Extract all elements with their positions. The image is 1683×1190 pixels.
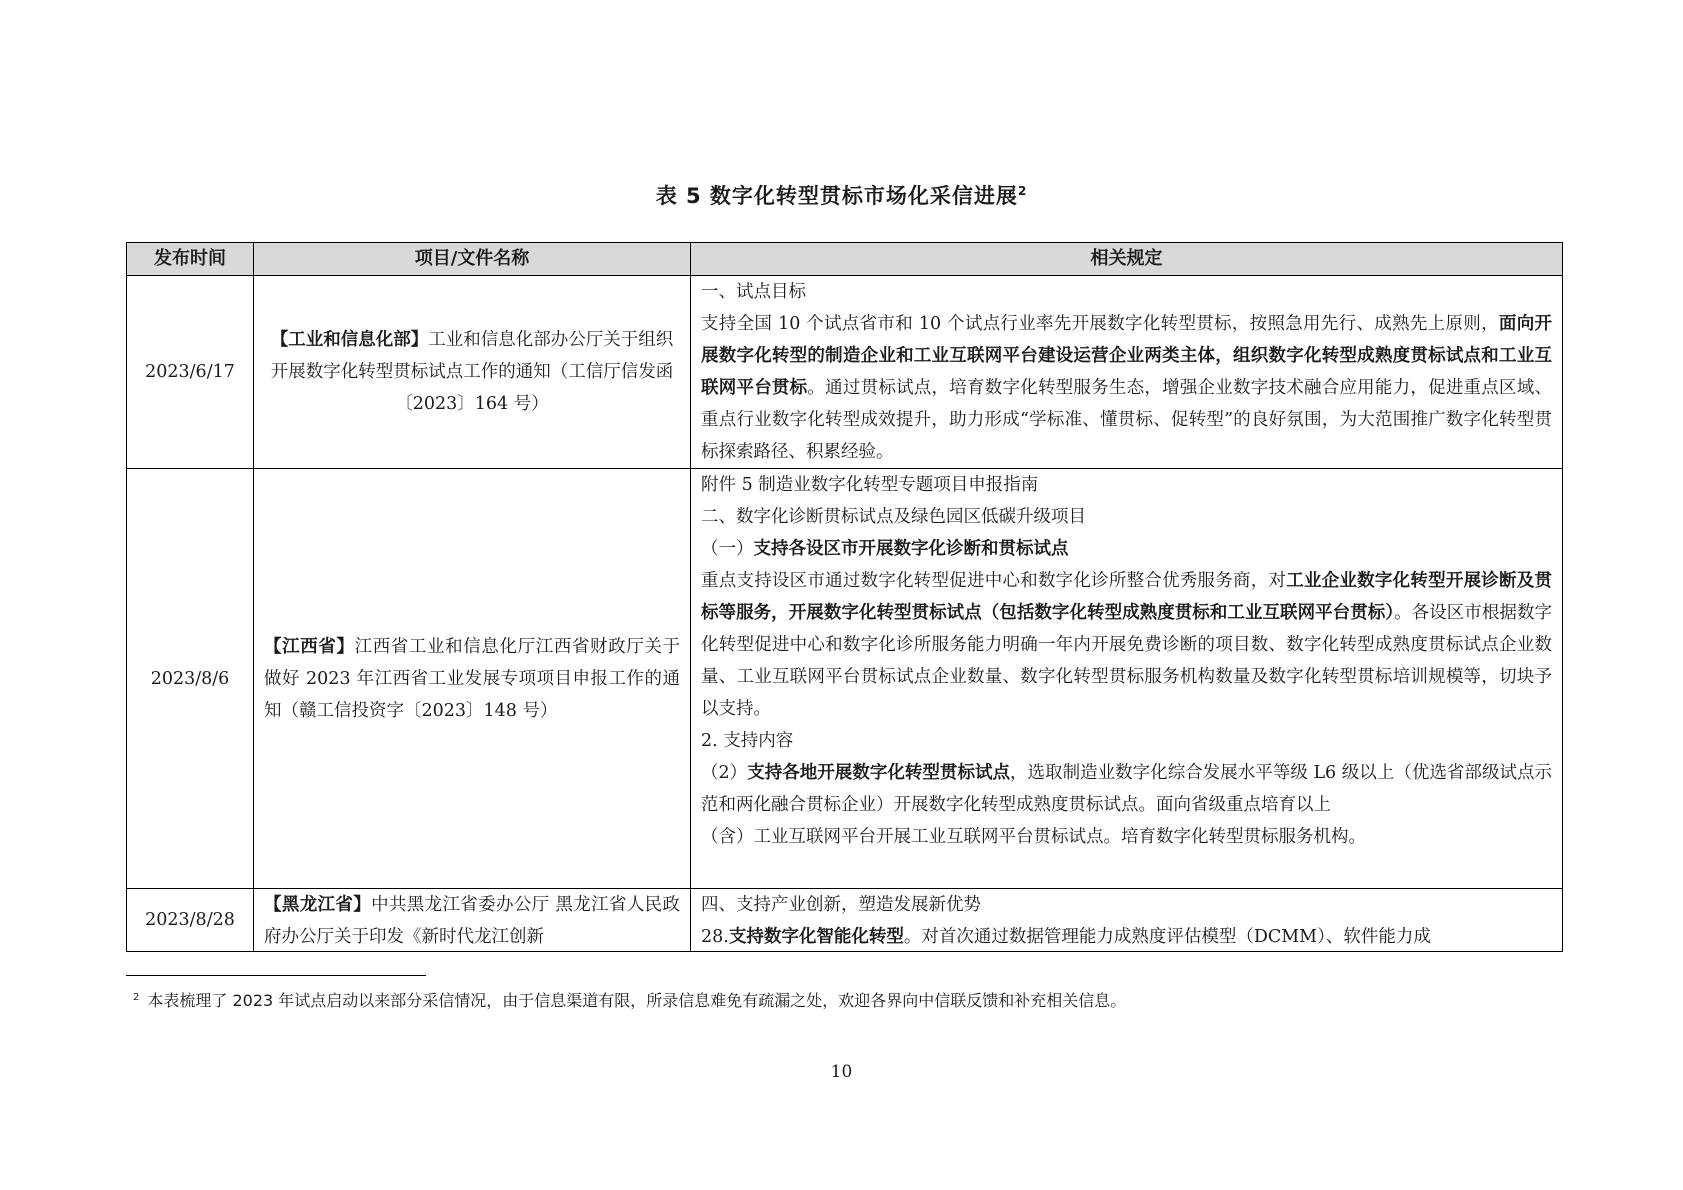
footnote-reference: 2: [1017, 184, 1028, 198]
header-date: 发布时间: [127, 243, 254, 276]
rules-paragraph: [701, 565, 1552, 725]
issuer-tag: 【江西省】: [264, 636, 355, 657]
header-rules: 相关规定: [691, 243, 1563, 276]
rules-text: 。对首次通过数据管理能力成熟度评估模型（DCMM）、软件能力成: [903, 927, 1431, 947]
document-title: 江西省工业和信息化厅江西省财政厅关于做好 2023 年江西省工业发展专项项目申报工作的通知（赣工信投资字〔2023〕148 号）: [264, 636, 681, 721]
rules-text: （2）: [701, 763, 748, 783]
row-rules: [691, 889, 1563, 952]
footnote-divider: [126, 975, 426, 976]
document-title: 中共黑龙江省委办公厅 黑龙江省人民政府办公厅关于印发《新时代龙江创新: [264, 895, 680, 947]
rules-heading: 附件 5 制造业数字化转型专题项目申报指南: [701, 475, 1039, 495]
rules-text: 。通过贯标试点，培育数字化转型服务生态，增强企业数字技术融合应用能力，促进重点区域、重点行业数字化转型成效提升，助力形成“学标准、懂贯标、促转型”的良好氛围，为大范围推广数字化转型贯标探索路径、积累经验。: [701, 378, 1552, 462]
rules-emphasis: 面向开展数字化转型的制造企业和工业互联网平台建设运营企业两类主体，组织数字化转型成熟度贯标试点和工业互联网平台贯标: [701, 314, 1552, 398]
rules-text: 28.: [701, 927, 729, 947]
rules-emphasis: 支持各设区市开展数字化诊断和贯标试点: [753, 539, 1069, 559]
adoption-progress-table: [126, 242, 1563, 952]
row-name: [254, 469, 691, 889]
rules-heading: 2. 支持内容: [701, 731, 794, 751]
row-name: [254, 276, 691, 469]
header-name: 项目/文件名称: [254, 243, 691, 276]
rules-text: 支持全国 10 个试点省市和 10 个试点行业率先开展数字化转型贯标，按照急用先行、成熟先上原则，: [701, 314, 1499, 334]
rules-paragraph: [701, 921, 1552, 951]
row-rules: [691, 276, 1563, 469]
rules-text: （一）: [701, 539, 754, 559]
table-row: [127, 889, 1563, 952]
row-date: 2023/6/17: [127, 276, 254, 469]
issuer-tag: 【黑龙江省】: [264, 895, 372, 915]
rules-emphasis: 支持数字化智能化转型: [728, 927, 904, 947]
table-row: [127, 469, 1563, 889]
table-title: [0, 180, 1683, 210]
document-title: 工业和信息化部办公厅关于组织开展数字化转型贯标试点工作的通知（工信厅信发函〔2023〕164 号）: [270, 330, 674, 414]
rules-paragraph: [701, 308, 1552, 468]
table-header-row: [127, 243, 1563, 276]
row-name: [254, 889, 691, 952]
footnote-marker: 2: [133, 991, 140, 1003]
issuer-tag: 【工业和信息化部】: [270, 330, 429, 350]
rules-emphasis: 支持各地开展数字化转型贯标试点: [747, 763, 1011, 783]
table-title-text: 表 5 数字化转型贯标市场化采信进展: [655, 184, 1018, 208]
rules-subheading: [701, 533, 1552, 565]
rules-text: （含）工业互联网平台开展工业互联网平台贯标试点。培育数字化转型贯标服务机构。: [701, 827, 1366, 847]
row-rules: [691, 469, 1563, 889]
rules-text: ，选取制造业数字化综合发展水平等级 L6 级以上（优选省部级试点示范和两化融合贯标企业）开展数字化转型成熟度贯标试点。面向省级重点培育以上: [701, 763, 1552, 815]
rules-paragraph: [701, 757, 1552, 821]
row-date: 2023/8/6: [127, 469, 254, 889]
rules-heading: 四、支持产业创新，塑造发展新优势: [701, 895, 981, 915]
rules-heading: 二、数字化诊断贯标试点及绿色园区低碳升级项目: [701, 507, 1086, 527]
rules-emphasis: 工业企业数字化转型开展诊断及贯标等服务，开展数字化转型贯标试点（包括数字化转型成熟度贯标和工业互联网平台贯标）: [701, 571, 1553, 623]
rules-text: 。各设区市根据数字化转型促进中心和数字化诊所服务能力明确一年内开展免费诊断的项目数、数字化转型成熟度贯标试点企业数量、工业互联网平台贯标试点企业数量、数字化转型贯标服务机构数量及数字化转型贯标培训规模等，切块予以支持。: [701, 603, 1552, 719]
footnote-text: 本表梳理了 2023 年试点启动以来部分采信情况，由于信息渠道有限，所录信息难免有疏漏之处，欢迎各界向中信联反馈和补充相关信息。: [147, 991, 1127, 1010]
row-date: 2023/8/28: [127, 889, 254, 952]
table-row: [127, 276, 1563, 469]
rules-text: 重点支持设区市通过数字化转型促进中心和数字化诊所整合优秀服务商，对: [701, 571, 1287, 591]
footnote: [133, 988, 1126, 1011]
page-number: 10: [830, 1062, 853, 1082]
rules-heading: 一、试点目标: [701, 282, 806, 302]
